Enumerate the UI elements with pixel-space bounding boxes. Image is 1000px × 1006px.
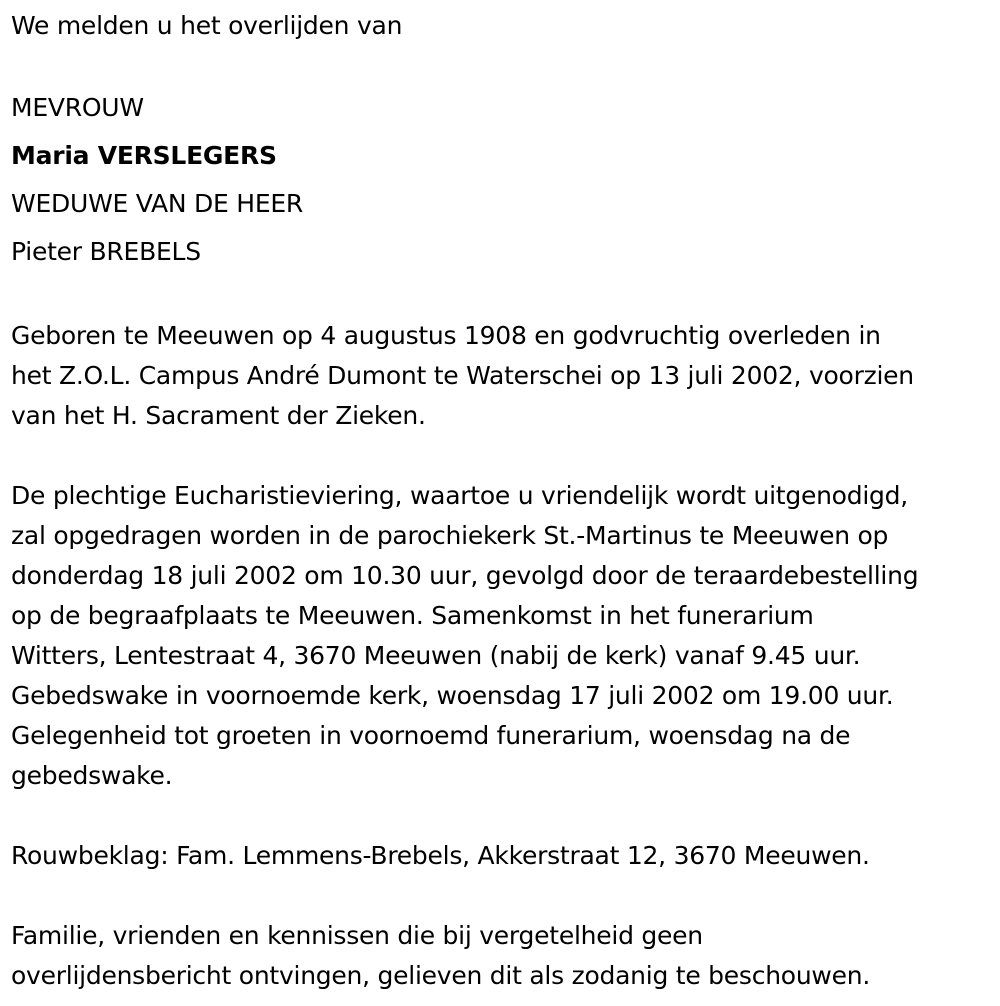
paragraph-line: Gelegenheid tot groeten in voornoemd funerarium, woensdag na de <box>11 721 851 750</box>
paragraph-line: Witters, Lentestraat 4, 3670 Meeuwen (nabij de kerk) vanaf 9.45 uur. <box>11 641 861 670</box>
title-line: MEVROUW <box>11 93 144 122</box>
spacer <box>11 276 990 316</box>
notice-paragraph <box>11 916 990 996</box>
ceremony-paragraph <box>11 476 990 796</box>
deceased-heading <box>11 84 990 276</box>
paragraph-line: van het H. Sacrament der Zieken. <box>11 401 426 430</box>
spacer <box>11 876 990 916</box>
paragraph-line: Geboren te Meeuwen op 4 augustus 1908 en godvruchtig overleden in <box>11 321 881 350</box>
paragraph-line: Familie, vrienden en kennissen die bij vergetelheid geen <box>11 921 703 950</box>
spouse-name: Pieter BREBELS <box>11 237 201 266</box>
spacer <box>11 436 990 476</box>
paragraph-line: Gebedswake in voornoemde kerk, woensdag 17 juli 2002 om 19.00 uur. <box>11 681 894 710</box>
paragraph-line: donderdag 18 juli 2002 om 10.30 uur, gevolgd door de teraardebestelling <box>11 561 919 590</box>
paragraph-line: het Z.O.L. Campus André Dumont te Waterschei op 13 juli 2002, voorzien <box>11 361 914 390</box>
paragraph-line: gebedswake. <box>11 761 173 790</box>
spacer <box>11 796 990 836</box>
intro-line: We melden u het overlijden van <box>11 11 403 40</box>
spacer <box>11 46 990 86</box>
relation-line: WEDUWE VAN DE HEER <box>11 189 304 218</box>
deceased-name: Maria VERSLEGERS <box>11 141 277 170</box>
paragraph-line: De plechtige Eucharistieviering, waartoe u vriendelijk wordt uitgenodigd, <box>11 481 908 510</box>
paragraph-line: overlijdensbericht ontvingen, gelieven dit als zodanig te beschouwen. <box>11 961 871 990</box>
paragraph-line: op de begraafplaats te Meeuwen. Samenkomst in het funerarium <box>11 601 814 630</box>
condolence-line: Rouwbeklag: Fam. Lemmens-Brebels, Akkerstraat 12, 3670 Meeuwen. <box>11 841 870 870</box>
paragraph-line: zal opgedragen worden in de parochiekerk St.-Martinus te Meeuwen op <box>11 521 889 550</box>
birth-death-paragraph <box>11 316 990 436</box>
